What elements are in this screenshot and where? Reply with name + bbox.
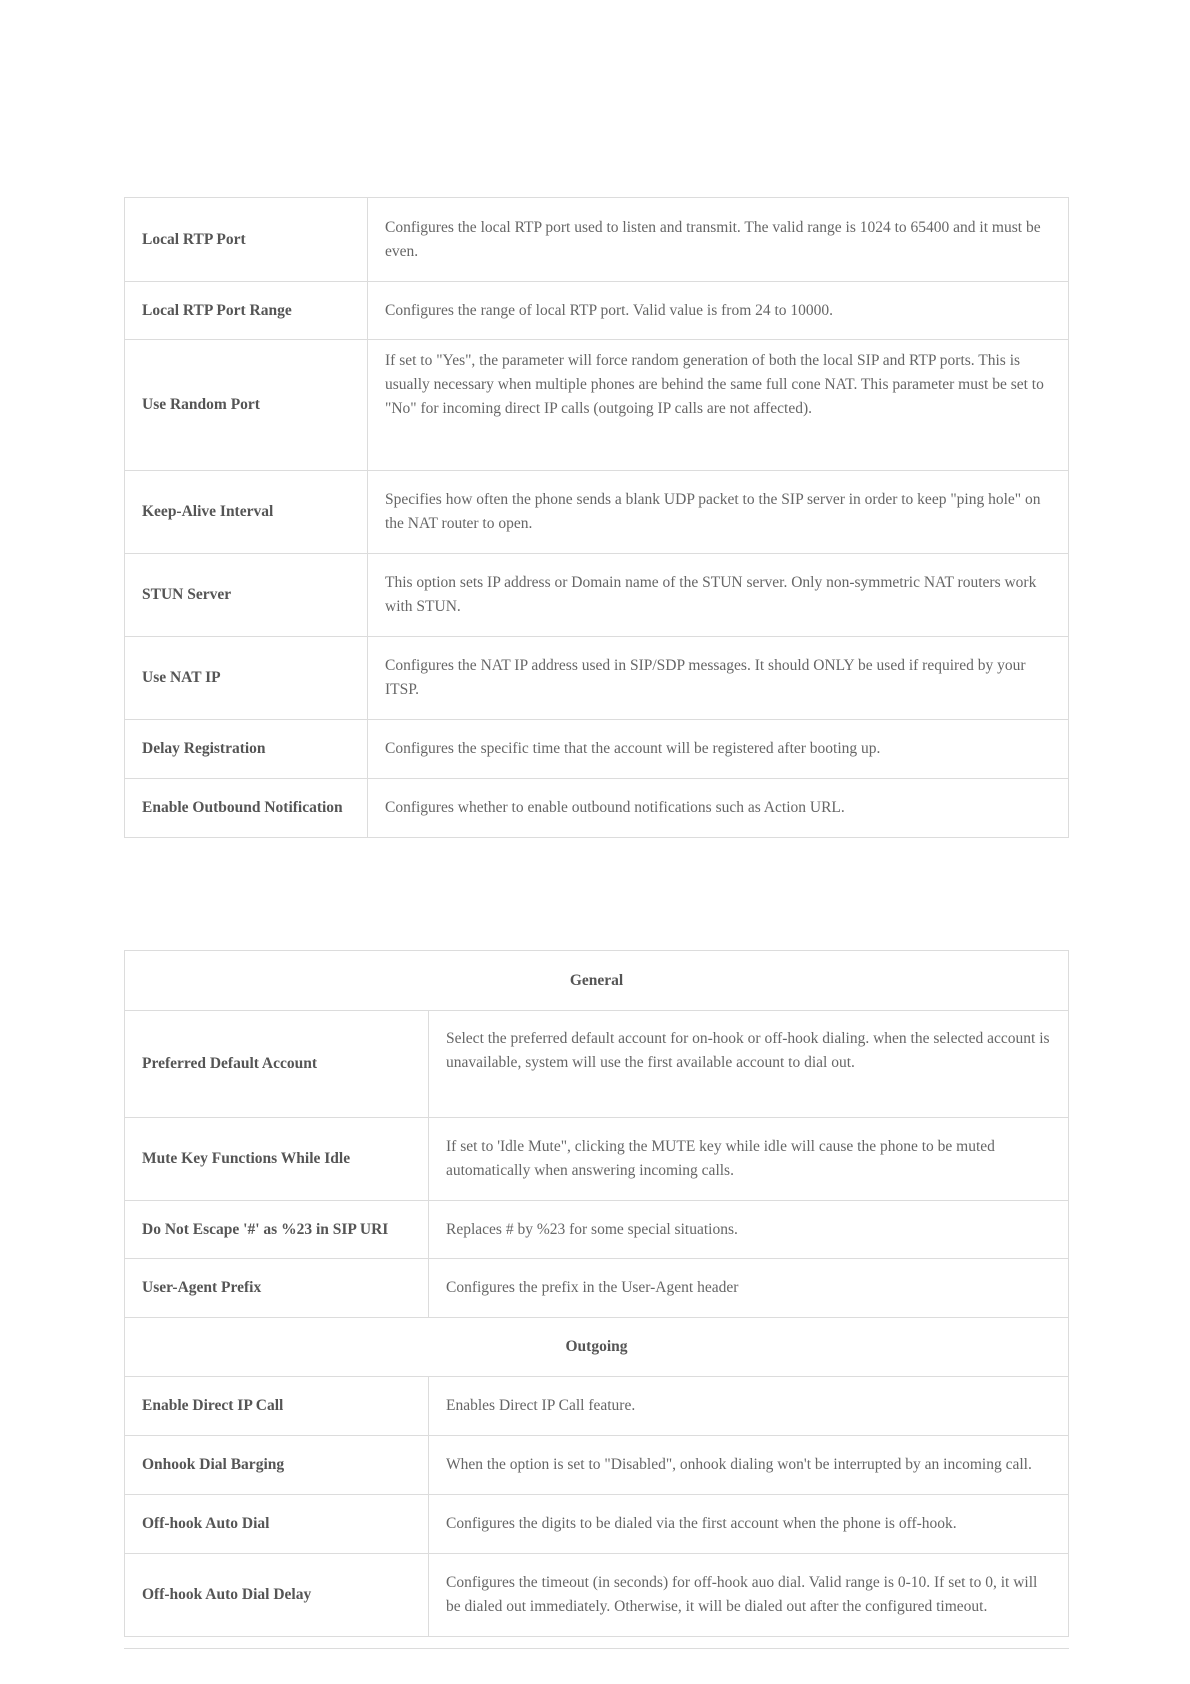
row-label: Local RTP Port Range bbox=[125, 282, 368, 340]
row-label: Do Not Escape '#' as %23 in SIP URI bbox=[125, 1201, 429, 1259]
row-label: STUN Server bbox=[125, 554, 368, 637]
table-row bbox=[125, 554, 1069, 637]
table-row bbox=[125, 720, 1069, 779]
row-description: Replaces # by %23 for some special situations. bbox=[429, 1201, 1069, 1259]
row-description: Enables Direct IP Call feature. bbox=[429, 1377, 1069, 1436]
table-row bbox=[125, 198, 1069, 282]
table-row bbox=[125, 1495, 1069, 1554]
row-description: Configures whether to enable outbound notifications such as Action URL. bbox=[368, 779, 1069, 838]
table-row bbox=[125, 1118, 1069, 1201]
row-label: Off-hook Auto Dial Delay bbox=[125, 1554, 429, 1637]
table-row bbox=[125, 1377, 1069, 1436]
section-header-row bbox=[125, 951, 1069, 1011]
table-row bbox=[125, 282, 1069, 340]
table-row bbox=[125, 340, 1069, 471]
row-description bbox=[368, 340, 1069, 471]
row-label: Local RTP Port bbox=[125, 198, 368, 282]
row-label: Use Random Port bbox=[125, 340, 368, 471]
bottom-divider bbox=[124, 1648, 1069, 1649]
row-label: Preferred Default Account bbox=[125, 1011, 429, 1118]
row-description: Configures the timeout (in seconds) for off-hook auo dial. Valid range is 0-10. If set to 0, it will be dialed out immediately. Otherwise, it will be dialed out after the configured timeout. bbox=[429, 1554, 1069, 1637]
table-row bbox=[125, 779, 1069, 838]
row-description-text: Select the preferred default account for on-hook or off-hook dialing. when the selected account is unavailable, system will use the first available account to dial out. bbox=[446, 1030, 1050, 1071]
row-description: If set to 'Idle Mute", clicking the MUTE key while idle will cause the phone to be muted automatically when answering incoming calls. bbox=[429, 1118, 1069, 1201]
row-label: Use NAT IP bbox=[125, 637, 368, 720]
call-features-table bbox=[124, 950, 1069, 1637]
row-description: This option sets IP address or Domain name of the STUN server. Only non-symmetric NAT routers work with STUN. bbox=[368, 554, 1069, 637]
row-description: Configures the range of local RTP port. Valid value is from 24 to 10000. bbox=[368, 282, 1069, 340]
network-settings-table bbox=[124, 197, 1069, 838]
row-description: Configures the specific time that the account will be registered after booting up. bbox=[368, 720, 1069, 779]
table-row bbox=[125, 1554, 1069, 1637]
section-header-row bbox=[125, 1318, 1069, 1377]
table-row bbox=[125, 1201, 1069, 1259]
section-header-outgoing: Outgoing bbox=[125, 1318, 1069, 1377]
row-label: Onhook Dial Barging bbox=[125, 1436, 429, 1495]
row-description bbox=[429, 1011, 1069, 1118]
section-header-general: General bbox=[125, 951, 1069, 1011]
row-label: Keep-Alive Interval bbox=[125, 471, 368, 554]
row-description: Configures the prefix in the User-Agent header bbox=[429, 1259, 1069, 1318]
table-row bbox=[125, 471, 1069, 554]
row-label: Off-hook Auto Dial bbox=[125, 1495, 429, 1554]
row-label: Mute Key Functions While Idle bbox=[125, 1118, 429, 1201]
table-row bbox=[125, 637, 1069, 720]
row-description: Configures the local RTP port used to listen and transmit. The valid range is 1024 to 65400 and it must be even. bbox=[368, 198, 1069, 282]
row-label: Delay Registration bbox=[125, 720, 368, 779]
row-description: When the option is set to "Disabled", onhook dialing won't be interrupted by an incoming call. bbox=[429, 1436, 1069, 1495]
row-description: Configures the digits to be dialed via the first account when the phone is off-hook. bbox=[429, 1495, 1069, 1554]
row-description-text: If set to "Yes", the parameter will force random generation of both the local SIP and RTP ports. This is usually necessary when multiple phones are behind the same full cone NAT. This parameter must be set to "No" for incoming direct IP calls (outgoing IP calls are not affected). bbox=[385, 352, 1044, 417]
row-description: Specifies how often the phone sends a blank UDP packet to the SIP server in order to keep "ping hole" on the NAT router to open. bbox=[368, 471, 1069, 554]
row-label: Enable Outbound Notification bbox=[125, 779, 368, 838]
row-description: Configures the NAT IP address used in SIP/SDP messages. It should ONLY be used if required by your ITSP. bbox=[368, 637, 1069, 720]
row-label: User-Agent Prefix bbox=[125, 1259, 429, 1318]
table-row bbox=[125, 1436, 1069, 1495]
row-label: Enable Direct IP Call bbox=[125, 1377, 429, 1436]
table-row bbox=[125, 1011, 1069, 1118]
table-row bbox=[125, 1259, 1069, 1318]
